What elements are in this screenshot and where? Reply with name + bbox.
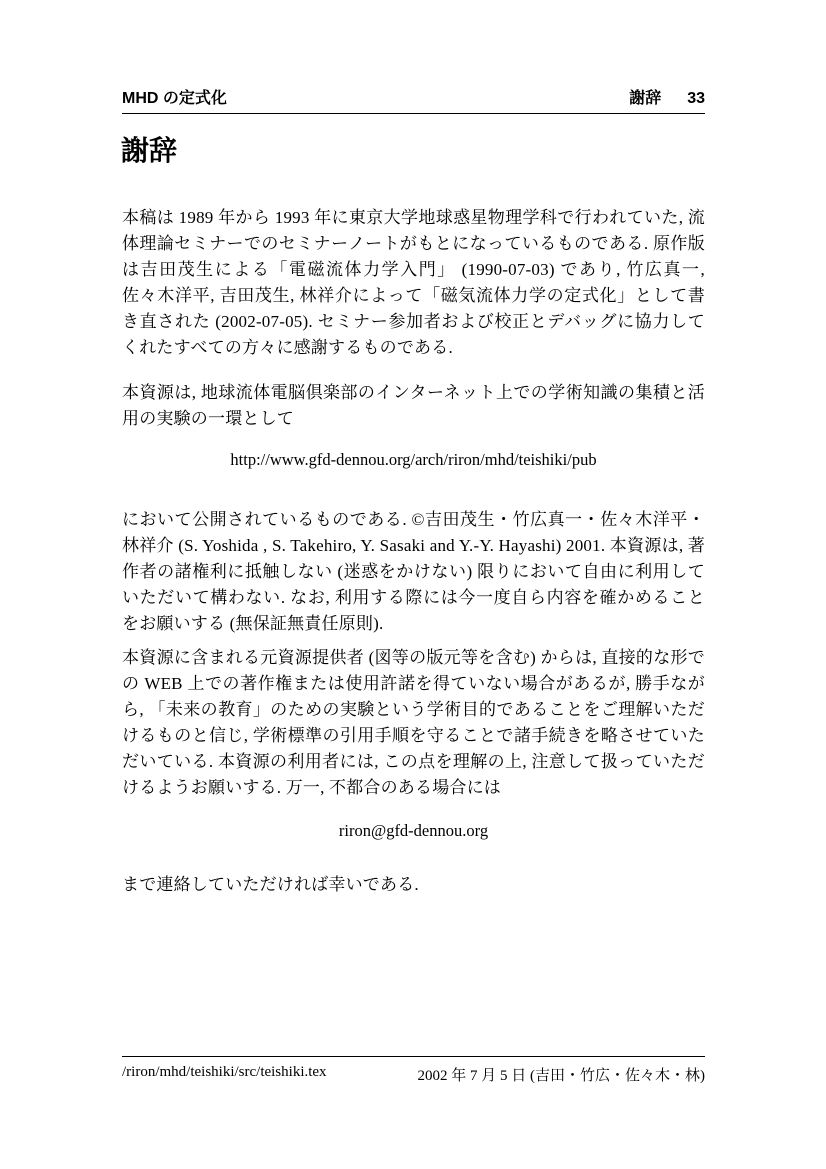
header-page-number: 33 [687, 90, 705, 107]
page-footer [122, 1056, 705, 1085]
paragraph-closing: まで連絡していただければ幸いである. [122, 875, 419, 894]
paragraph-origin: 本稿は 1989 年から 1993 年に東京大学地球惑星物理学科で行われていた, 流体理論セミナーでのセミナーノートがもとになっているものである. 原作版は吉田茂生による「電磁流体力学入門」 (1990-07-03) であり, 竹広真一, 佐々木洋平, 吉田茂生, 林祥介によって「磁気流体力学の定式化」として書き直された (2002-07-05). セミナー参加者および校正とデバッグに協力してくれたすべての方々に感謝するものである. [122, 208, 705, 357]
paragraph-copyright-notice: 本資源に含まれる元資源提供者 (図等の版元等を含む) からは, 直接的な形での WEB 上での著作権または使用許諾を得ていない場合があるが, 勝手ながら, 「未来の教育」のための実験という学術目的であることをご理解いただけるものと信じ, 学術標準の引用手順を守ることで諸手続きを略させていただいている. 本資源の利用者には, この点を理解の上, 注意して扱っていただけるようお願いする. 万一, 不都合のある場合には [122, 648, 705, 797]
header-section-label: 謝辞 [629, 90, 662, 107]
section-title: 謝辞 [121, 135, 178, 166]
header-left-title: MHD の定式化 [122, 90, 227, 107]
header-right-group [629, 85, 705, 108]
page-header [122, 86, 705, 114]
contact-email: riron@gfd-dennou.org [338, 821, 489, 840]
paragraph-license: において公開されているものである. ©吉田茂生・竹広真一・佐々木洋平・林祥介 (S. Yoshida , S. Takehiro, Y. Sasaki and Y.-Y. Hayashi) 2001. 本資源は, 著作者の諸権利に抵触しない (迷惑をかけない) 限りにおいて自由に利用していただいて構わない. なお, 利用する際には今一度自ら内容を確かめることをお願いする (無保証無責任原則). [122, 510, 705, 633]
resource-url: http://www.gfd-dennou.org/arch/riron/mhd/teishiki/pub [230, 450, 597, 469]
footer-source-path: /riron/mhd/teishiki/src/teishiki.tex [122, 1064, 327, 1080]
footer-date-authors: 2002 年 7 月 5 日 (吉田・竹広・佐々木・林) [417, 1068, 705, 1084]
paragraph-resource-intro: 本資源は, 地球流体電脳倶楽部のインターネット上での学術知識の集積と活用の実験の一環として [122, 383, 705, 428]
